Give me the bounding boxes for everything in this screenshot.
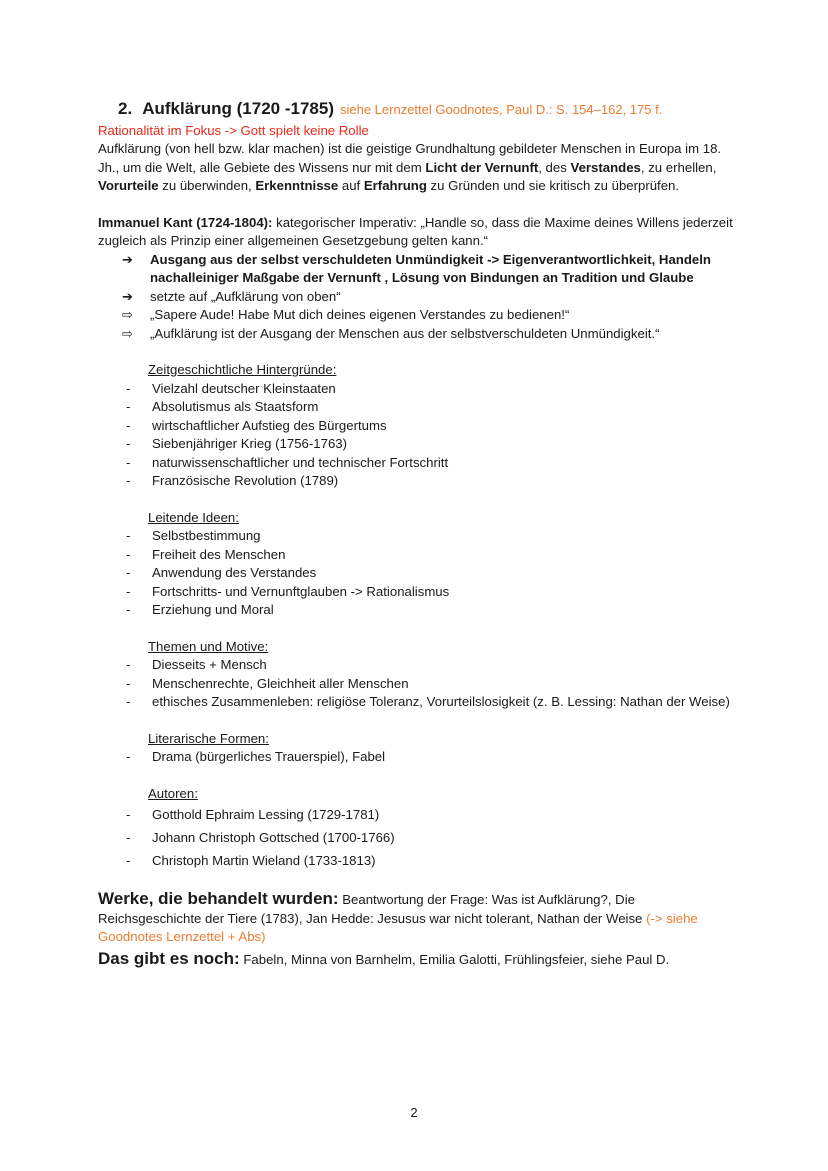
kant-paragraph bbox=[98, 214, 738, 251]
arrow-list bbox=[98, 251, 738, 344]
dash-icon: - bbox=[126, 675, 131, 691]
dash-icon: - bbox=[126, 602, 131, 617]
definition-text: , des bbox=[538, 159, 571, 175]
list-item bbox=[98, 601, 738, 620]
list-item-text: Christoph Martin Wieland (1733-1813) bbox=[152, 853, 376, 868]
dash-icon: - bbox=[126, 380, 131, 396]
outline-arrow-icon: ⇨ bbox=[122, 307, 133, 322]
dash-icon: - bbox=[126, 436, 131, 451]
list-item-text: wirtschaftlicher Aufstieg des Bürgertums bbox=[152, 417, 387, 433]
list-item bbox=[98, 527, 738, 546]
more-text: Fabeln, Minna von Barnhelm, Emilia Galotti, Frühlingsfeier, siehe Paul D. bbox=[239, 951, 670, 967]
arrow-item bbox=[98, 288, 738, 307]
arrow-item bbox=[98, 325, 738, 344]
list-item bbox=[98, 803, 738, 826]
list-item bbox=[98, 826, 738, 849]
works-paragraph bbox=[98, 890, 738, 947]
list-item-text: Absolutismus als Staatsform bbox=[152, 399, 319, 414]
definition-bold: Verstandes bbox=[570, 159, 641, 175]
dash-icon: - bbox=[126, 694, 131, 709]
list-item bbox=[98, 454, 738, 473]
works-label: Werke, die behandelt wurden: bbox=[98, 889, 339, 908]
list-item-text: naturwissenschaftlicher und technischer Fortschritt bbox=[152, 454, 449, 470]
forms-list bbox=[98, 748, 738, 767]
list-item-text: Anwendung des Verstandes bbox=[152, 565, 317, 580]
dash-icon: - bbox=[126, 528, 131, 543]
list-item-text: Gotthold Ephraim Lessing (1729-1781) bbox=[152, 807, 380, 822]
dash-icon: - bbox=[126, 454, 131, 470]
arrow-icon: ➔ bbox=[122, 288, 133, 304]
more-label: Das gibt es noch: bbox=[98, 948, 240, 968]
dash-icon: - bbox=[126, 807, 131, 822]
dash-icon: - bbox=[126, 565, 131, 580]
section-title-forms: Literarische Formen: bbox=[148, 730, 269, 746]
background-list bbox=[98, 380, 738, 491]
section-title-ideas: Leitende Ideen: bbox=[148, 509, 239, 525]
ideas-list bbox=[98, 527, 738, 620]
definition-bold: Erfahrung bbox=[363, 178, 427, 193]
definition-text: , zu erhellen, bbox=[640, 159, 717, 175]
arrow-item-text: setzte auf „Aufklärung von oben“ bbox=[150, 288, 341, 304]
list-item-text: Vielzahl deutscher Kleinstaaten bbox=[152, 380, 336, 396]
list-item-text: Freiheit des Menschen bbox=[152, 546, 286, 562]
focus-line: Rationalität im Fokus -> Gott spielt keine Rolle bbox=[98, 122, 369, 138]
list-item-text: Fortschritts- und Vernunftglauben -> Rationalismus bbox=[152, 583, 450, 599]
themes-list bbox=[98, 656, 738, 712]
page-content bbox=[98, 100, 738, 969]
list-item bbox=[98, 849, 738, 872]
list-item-text: Erziehung und Moral bbox=[152, 602, 274, 617]
dash-icon: - bbox=[126, 473, 131, 488]
kant-text: kategorischer Imperativ: „Handle so, dass die Maxime deines Willens jederzeit zugleich als Prinzip einer allgemeinen Gesetzgebung gelten kann.“ bbox=[98, 214, 733, 248]
arrow-item bbox=[98, 251, 738, 288]
list-item bbox=[98, 546, 738, 565]
definition-bold: Vorurteile bbox=[98, 178, 159, 193]
works-text: Beantwortung der Frage: Was ist Aufklärung?, Die Reichsgeschichte der Tiere (1783), Jan Hedde: Jesusus war nicht tolerant, Nathan der Weise bbox=[98, 892, 647, 926]
dash-icon: - bbox=[126, 657, 131, 672]
heading-title: Aufklärung (1720 -1785) bbox=[142, 99, 334, 118]
list-item-text: Französische Revolution (1789) bbox=[152, 473, 339, 488]
dash-icon: - bbox=[126, 583, 131, 599]
list-item-text: Diesseits + Mensch bbox=[152, 657, 267, 672]
definition-text: zu überwinden, bbox=[158, 178, 256, 193]
list-item bbox=[98, 748, 738, 767]
dash-icon: - bbox=[126, 749, 131, 764]
list-item bbox=[98, 583, 738, 602]
list-item bbox=[98, 435, 738, 454]
dash-icon: - bbox=[126, 830, 131, 845]
list-item bbox=[98, 398, 738, 417]
outline-arrow-icon: ⇨ bbox=[122, 325, 133, 341]
works-note: (-> siehe Goodnotes Lernzettel + Abs) bbox=[98, 910, 698, 944]
arrow-item bbox=[98, 306, 738, 325]
heading-reference: siehe Lernzettel Goodnotes, Paul D.: S. 154–162, 175 f. bbox=[339, 102, 663, 117]
definition-text: Aufklärung (von hell bzw. klar machen) ist die geistige Grundhaltung gebildeter Menschen in Europa im 18. Jh., um die Welt, alle Gebiete des Wissens nur mit dem bbox=[98, 141, 722, 175]
list-item-text: Selbstbestimmung bbox=[152, 528, 261, 543]
kant-name: Immanuel Kant (1724-1804): bbox=[98, 214, 273, 230]
definition-bold: Licht der Vernunft bbox=[425, 159, 539, 175]
arrow-icon: ➔ bbox=[122, 251, 133, 267]
arrow-item-text: „Aufklärung ist der Ausgang der Menschen aus der selbstverschuldeten Unmündigkeit.“ bbox=[150, 325, 660, 341]
list-item bbox=[98, 472, 738, 491]
list-item bbox=[98, 675, 738, 694]
arrow-item-text: Ausgang aus der selbst verschuldeten Unmündigkeit -> Eigenverantwortlichkeit, Handeln nachalleiniger Maßgabe der Vernunft , Lösung von Bindungen an Tradition und Glaube bbox=[150, 251, 711, 285]
dash-icon: - bbox=[126, 417, 131, 433]
dash-icon: - bbox=[126, 399, 131, 414]
list-item bbox=[98, 693, 738, 712]
definition-paragraph bbox=[98, 140, 738, 196]
list-item-text: Siebenjähriger Krieg (1756-1763) bbox=[152, 436, 348, 451]
dash-icon: - bbox=[126, 853, 131, 868]
list-item bbox=[98, 656, 738, 675]
definition-text: auf bbox=[338, 178, 364, 193]
arrow-item-text: „Sapere Aude! Habe Mut dich deines eigenen Verstandes zu bedienen!“ bbox=[150, 307, 570, 322]
list-item bbox=[98, 380, 738, 399]
authors-list bbox=[98, 803, 738, 872]
more-paragraph bbox=[98, 950, 738, 970]
dash-icon: - bbox=[126, 546, 131, 562]
section-title-authors: Autoren: bbox=[148, 785, 198, 801]
section-heading bbox=[118, 100, 738, 120]
section-title-themes: Themen und Motive: bbox=[148, 638, 269, 654]
list-item bbox=[98, 417, 738, 436]
list-item bbox=[98, 564, 738, 583]
list-item-text: ethisches Zusammenleben: religiöse Toleranz, Vorurteilslosigkeit (z. B. Lessing: Nathan der Weise) bbox=[152, 694, 730, 709]
definition-text: zu Gründen und sie kritisch zu überprüfen. bbox=[426, 178, 680, 193]
list-item-text: Johann Christoph Gottsched (1700-1766) bbox=[152, 830, 395, 845]
section-title-background: Zeitgeschichtliche Hintergründe: bbox=[148, 362, 337, 377]
definition-bold: Erkenntnisse bbox=[255, 178, 339, 193]
page-number: 2 bbox=[410, 1105, 418, 1120]
heading-number: 2. bbox=[118, 99, 133, 118]
list-item-text: Drama (bürgerliches Trauerspiel), Fabel bbox=[152, 749, 386, 764]
list-item-text: Menschenrechte, Gleichheit aller Menschen bbox=[152, 675, 409, 691]
